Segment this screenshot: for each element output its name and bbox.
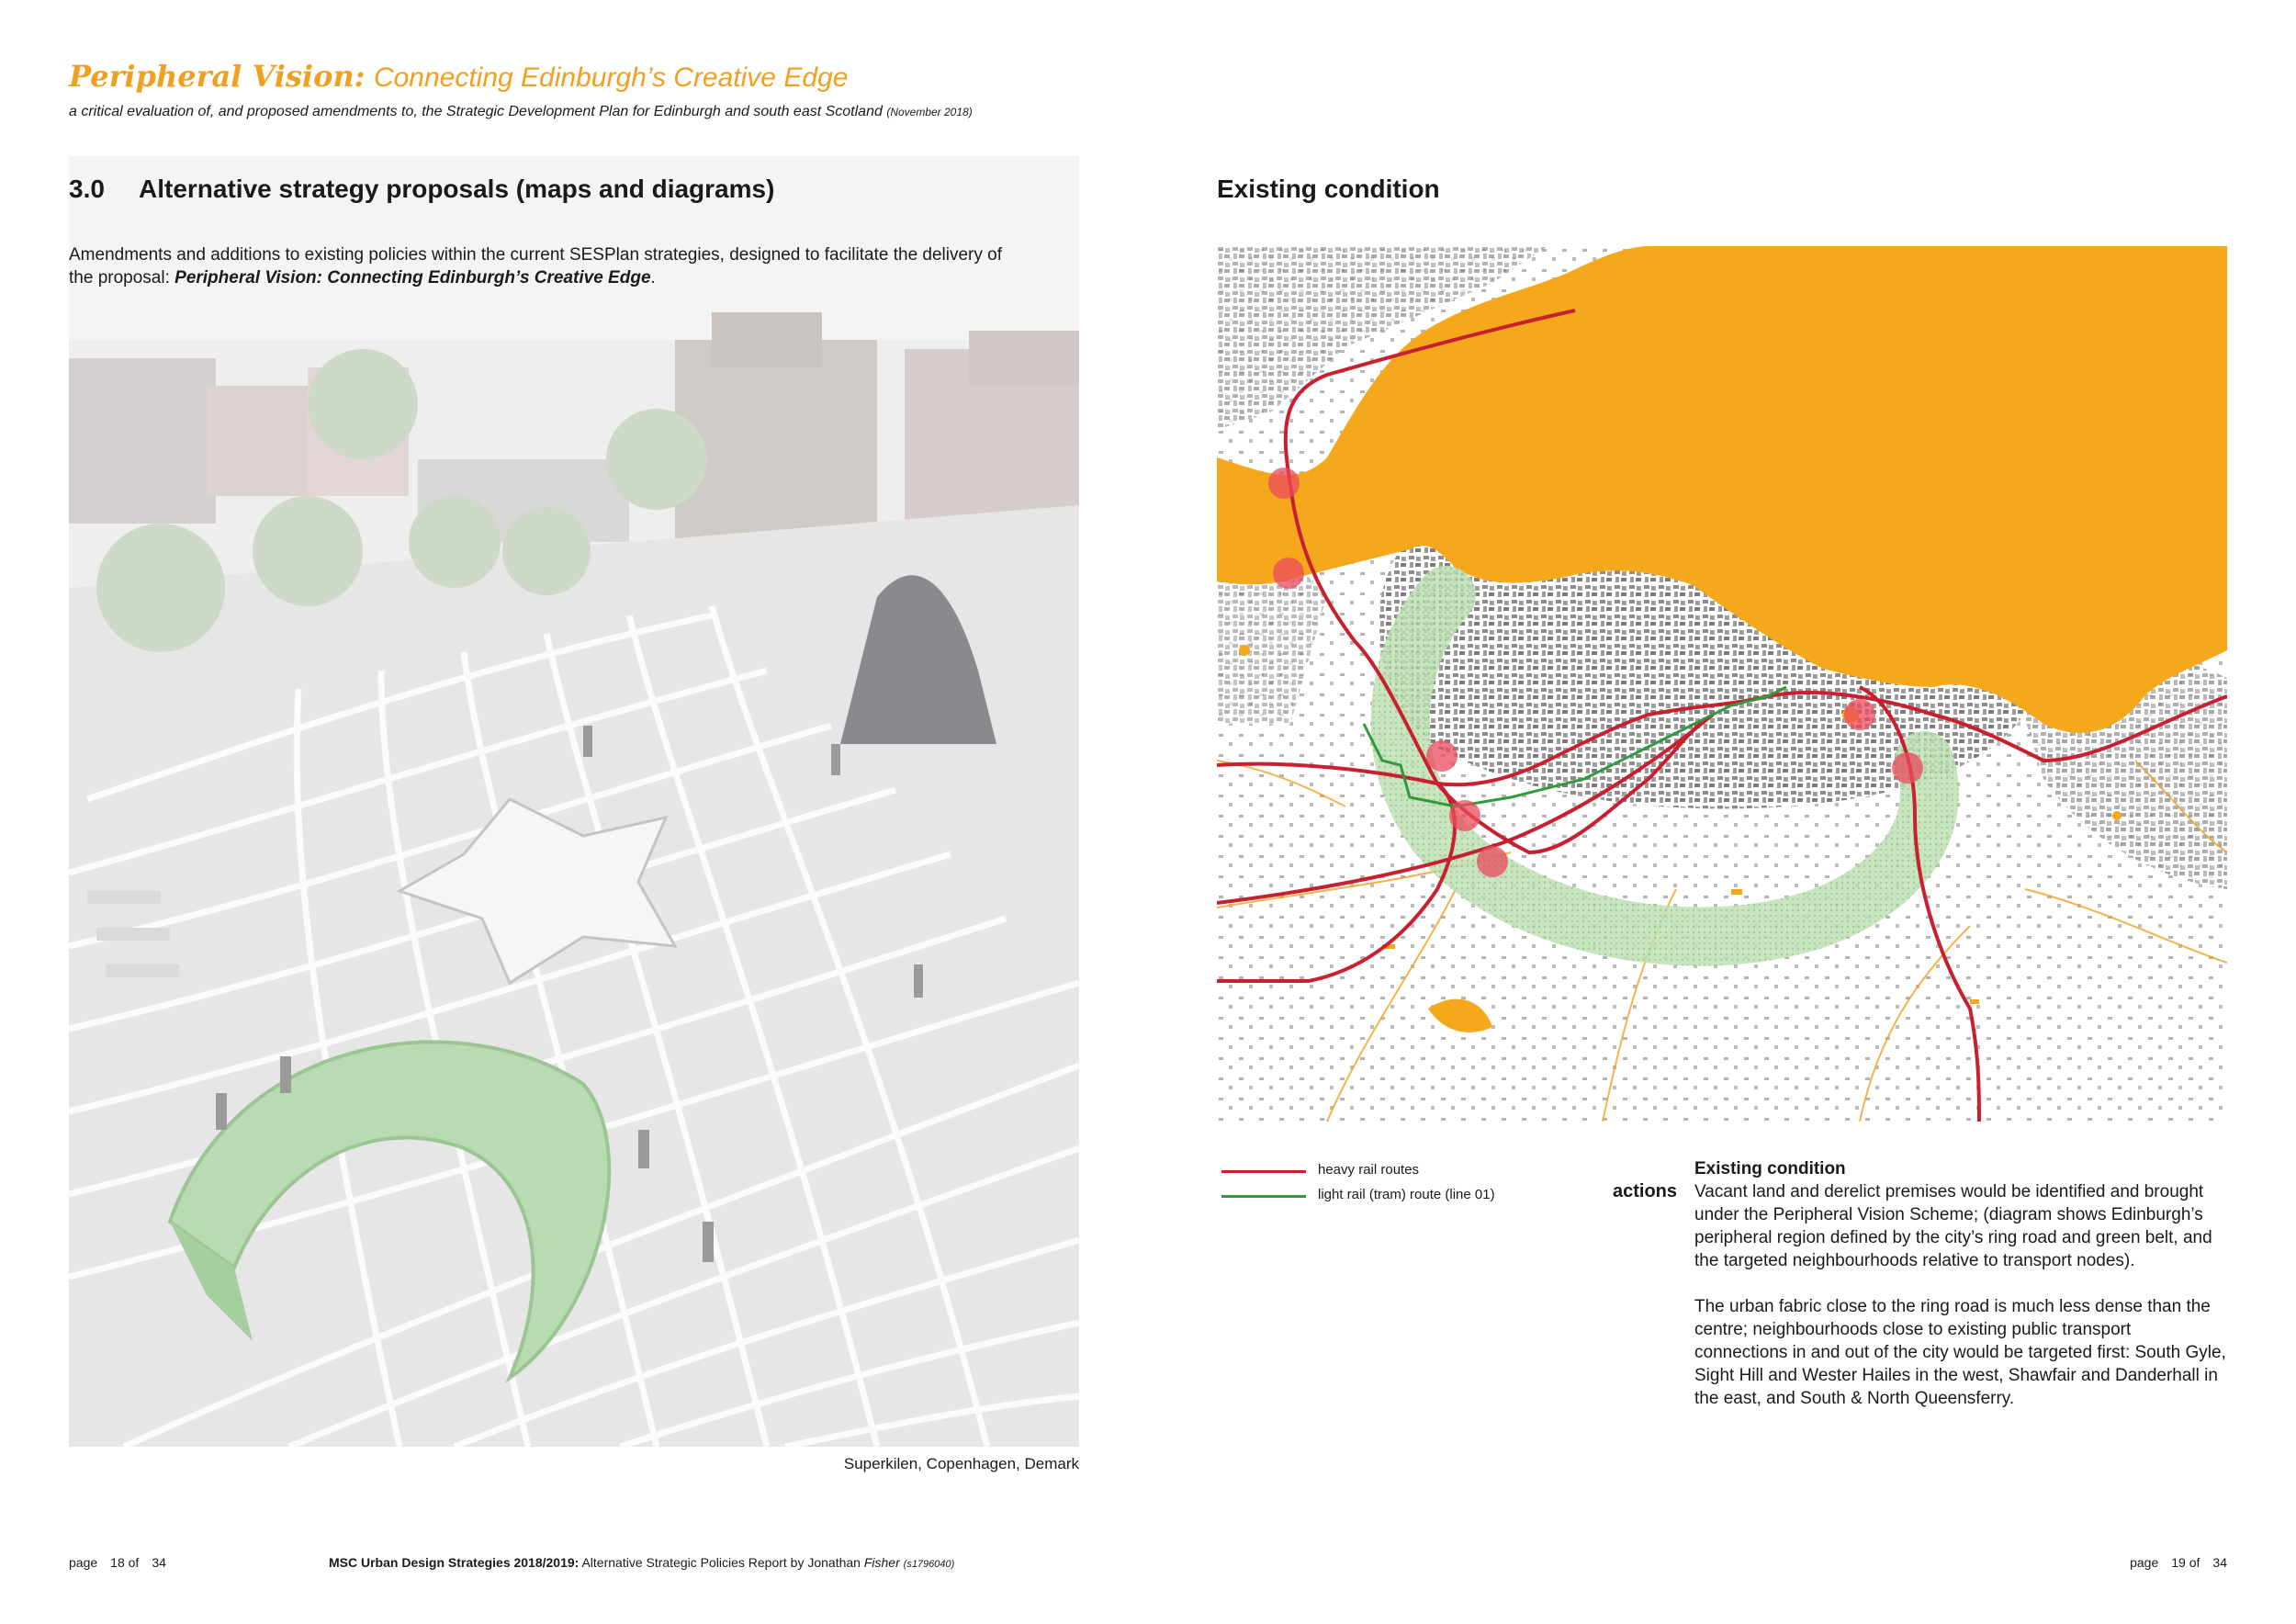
legend-tram-label: light rail (tram) route (line 01) bbox=[1318, 1187, 1495, 1202]
footer-page-right bbox=[2130, 1555, 2227, 1570]
footer-right-page-number: 19 bbox=[2171, 1555, 2186, 1570]
intro-emphasis: Peripheral Vision: Connecting Edinburgh’s Creative Edge bbox=[174, 268, 651, 288]
superkilen-photo bbox=[69, 156, 1079, 1447]
subtitle-text: a critical evaluation of, and proposed amendments to, the Strategic Development Plan for Edinburgh and south east Scotland bbox=[69, 104, 883, 119]
footer-page-left bbox=[69, 1555, 166, 1570]
legend-heavy-rail-label: heavy rail routes bbox=[1318, 1162, 1420, 1178]
footer-report: Alternative Strategic Policies Report by Jonathan bbox=[581, 1555, 861, 1570]
footer-student-id: (s1796040) bbox=[903, 1559, 955, 1570]
map-heading: Existing condition bbox=[1217, 175, 1440, 203]
intro-end: . bbox=[650, 268, 656, 288]
footer-of-word-right: of bbox=[2189, 1555, 2200, 1570]
footer-total-pages: 34 bbox=[152, 1555, 166, 1570]
map-description bbox=[1694, 1157, 2227, 1433]
section-title: Alternative strategy proposals (maps and diagrams) bbox=[139, 175, 775, 203]
footer-author-surname: Fisher bbox=[863, 1555, 900, 1570]
actions-label: actions bbox=[1613, 1181, 1678, 1201]
title-main: Peripheral Vision: bbox=[69, 59, 366, 94]
section-number: 3.0 bbox=[69, 175, 105, 203]
footer-total-pages-right: 34 bbox=[2212, 1555, 2227, 1570]
legend-heavy-rail-swatch bbox=[1221, 1170, 1306, 1173]
edinburgh-map bbox=[1217, 246, 2227, 1122]
document-subtitle bbox=[69, 104, 973, 120]
intro-text: Amendments and additions to existing policies within the current SESPlan strategies, designed to facilitate the delivery of the proposal: bbox=[69, 245, 1003, 288]
footer-course-info bbox=[329, 1555, 954, 1570]
footer-course: MSC Urban Design Strategies 2018/2019: bbox=[329, 1555, 580, 1570]
description-paragraph-2: The urban fabric close to the ring road is much less dense than the centre; neighbourhoods close to existing public transport connections in and out of the city would be targeted first: South Gyle, Sight Hill and Wester Hailes in the west, Shawfair and Danderhall in the east, and South & North Queensferry. bbox=[1694, 1297, 2226, 1408]
description-title: Existing condition bbox=[1694, 1159, 1846, 1179]
description-paragraph-1: Vacant land and derelict premises would be identified and brought under the Peripheral Vision Scheme; (diagram shows Edinburgh’s peripheral region defined by the city’s ring road and green belt, and the targeted neighbourhoods relative to transport nodes). bbox=[1694, 1182, 2212, 1270]
intro-paragraph bbox=[69, 243, 1006, 289]
photo-caption: Superkilen, Copenhagen, Demark bbox=[843, 1455, 1079, 1472]
photo-illustration bbox=[69, 156, 1079, 1447]
footer-page-word-right: page bbox=[2130, 1555, 2159, 1570]
footer-of-word: of bbox=[128, 1555, 140, 1570]
subtitle-date: (November 2018) bbox=[886, 106, 973, 118]
footer-left-page-number: 18 bbox=[110, 1555, 125, 1570]
map-illustration bbox=[1217, 246, 2227, 1122]
document-title bbox=[69, 59, 848, 95]
section-heading bbox=[69, 175, 774, 204]
legend-tram-swatch bbox=[1221, 1195, 1306, 1198]
footer-page-word: page bbox=[69, 1555, 98, 1570]
title-subtitle: Connecting Edinburgh’s Creative Edge bbox=[373, 62, 849, 93]
